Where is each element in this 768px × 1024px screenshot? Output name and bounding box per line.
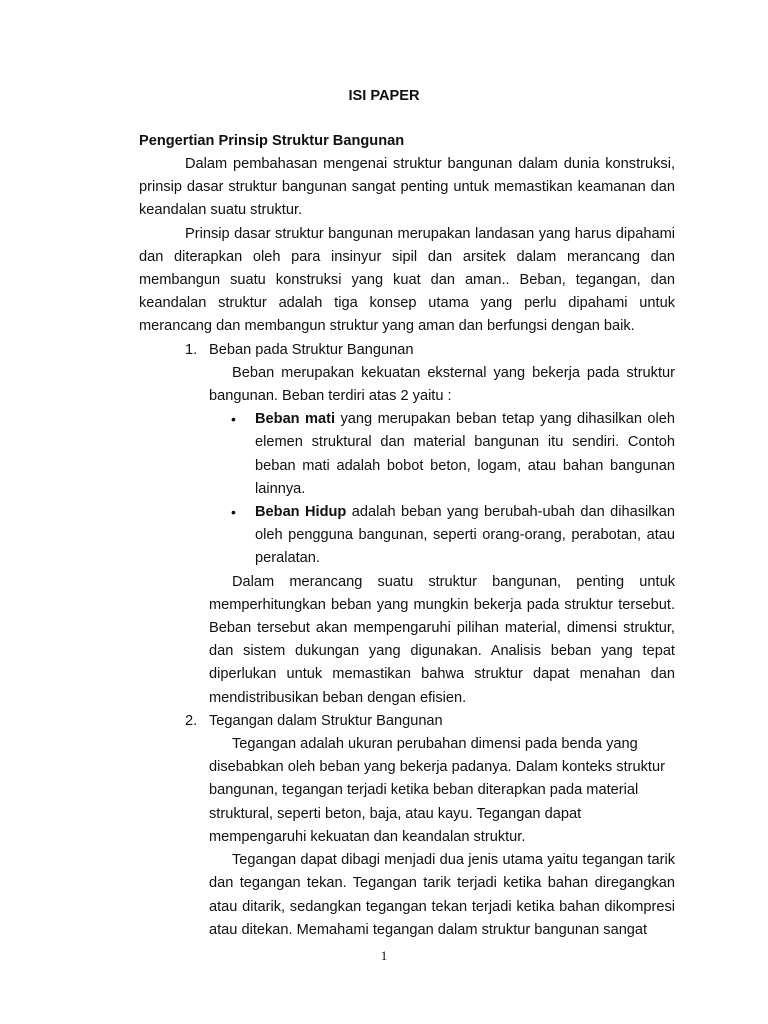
list-number-2: 2. (185, 712, 198, 729)
bullet-text: adalah beban yang berubah-ubah dan dihasilkan oleh pengguna bangunan, seperti orang-orang, perabotan, atau peralatan. (255, 504, 676, 567)
bullet-icon: • (231, 504, 236, 521)
bullet-item-beban-mati (231, 408, 675, 501)
tegangan-paragraph-2: Tegangan dapat dibagi menjadi dua jenis utama yaitu tegangan tarik dan tegangan tekan. Tegangan tarik terjadi ketika bahan diregangkan atau ditarik, sedangkan tegangan tekan terjadi ketika bahan dikompresi atau ditekan. Memahami tegangan dalam struktur bangunan sangat (209, 852, 675, 938)
intro-paragraph-2: Prinsip dasar struktur bangunan merupakan landasan yang harus dipahami dan diterapkan oleh para insinyur sipil dan arsitek dalam merancang dan membangun suatu konstruksi yang kuat dan aman.. Beban, tegangan, dan keandalan struktur adalah tiga konsep utama yang perlu dipahami untuk merancang dan membangun struktur yang aman dan berfungsi dengan baik. (139, 225, 675, 335)
paper-title: ISI PAPER (348, 88, 420, 104)
page-number: 1 (380, 948, 388, 963)
beban-paragraph-1: Beban merupakan kekuatan eksternal yang bekerja pada struktur bangunan. Beban terdiri atas 2 yaitu : (209, 364, 675, 405)
document-body (139, 153, 675, 942)
bullet-term: Beban mati (255, 411, 336, 428)
bullet-icon: • (231, 411, 236, 428)
intro-paragraph-1: Dalam pembahasan mengenai struktur bangunan dalam dunia konstruksi, prinsip dasar struktur bangunan sangat penting untuk memastikan keamanan dan keandalan suatu struktur. (139, 156, 675, 219)
bullet-term: Beban Hidup (255, 504, 347, 521)
list-item-tegangan (139, 710, 675, 733)
list-item-beban (139, 339, 675, 362)
list-item-title: Beban pada Struktur Bangunan (209, 341, 414, 358)
bullet-item-beban-hidup (231, 501, 676, 571)
list-item-title: Tegangan dalam Struktur Bangunan (209, 712, 443, 729)
list-number-1: 1. (185, 341, 198, 358)
bullet-text: yang merupakan beban tetap yang dihasilkan oleh elemen struktural dan material bangunan itu sendiri. Contoh beban mati adalah bobot beton, logam, atau bahan bangunan lainnya. (255, 411, 675, 497)
section-heading: Pengertian Prinsip Struktur Bangunan (139, 133, 405, 149)
tegangan-paragraph-1: Tegangan adalah ukuran perubahan dimensi pada benda yang disebabkan oleh beban yang bekerja padanya. Dalam konteks struktur bangunan, tegangan terjadi ketika beban diterapkan pada material struktural, seperti beton, baja, atau kayu. Tegangan dapat mempengaruhi kekuatan dan keandalan struktur. (209, 736, 665, 845)
beban-paragraph-2: Dalam merancang suatu struktur bangunan, penting untuk memperhitungkan beban yang mungkin bekerja pada struktur tersebut. Beban tersebut akan mempengaruhi pilihan material, dimensi struktur, dan sistem dukungan yang digunakan. Analisis beban yang tepat diperlukan untuk memastikan bahwa struktur dapat menahan dan mendistribusikan beban dengan efisien. (209, 573, 675, 706)
